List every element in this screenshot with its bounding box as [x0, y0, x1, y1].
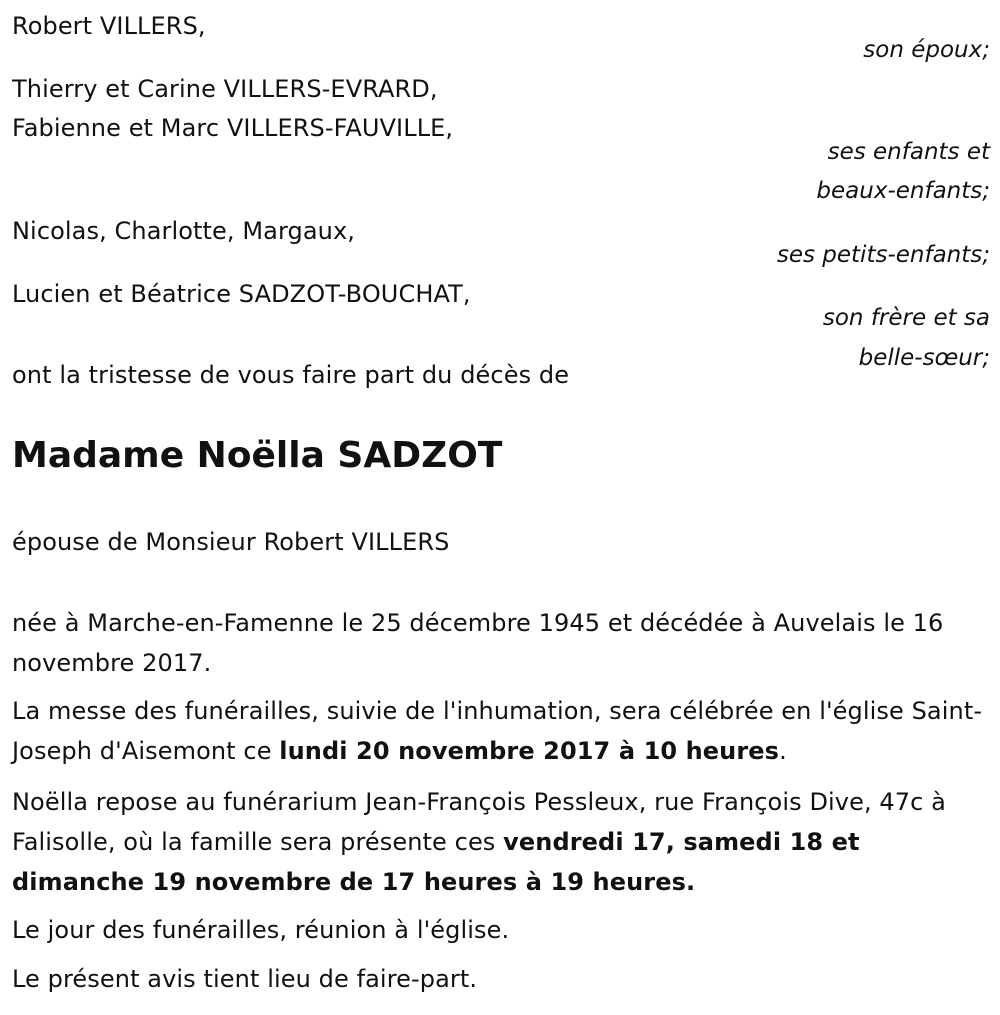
rest-paragraph — [12, 782, 992, 902]
spouse-line: épouse de Monsieur Robert VILLERS — [12, 528, 450, 556]
meeting-line: Le jour des funérailles, réunion à l'église. — [12, 916, 510, 944]
mass-suffix: . — [779, 737, 787, 765]
notice-line: Le présent avis tient lieu de faire-part. — [12, 965, 478, 993]
birth-death-paragraph: née à Marche-en-Famenne le 25 décembre 1945 et décédée à Auvelais le 16 novembre 2017. — [12, 609, 944, 677]
grandchildren: Nicolas, Charlotte, Margaux, — [12, 217, 356, 245]
siblings: Lucien et Béatrice SADZOT-BOUCHAT, — [12, 280, 471, 308]
announcement: ont la tristesse de vous faire part du décès de — [12, 361, 570, 389]
children-role-2: beaux-enfants; — [816, 178, 990, 204]
children-line-1: Thierry et Carine VILLERS-EVRARD, — [12, 75, 438, 103]
mass-date: lundi 20 novembre 2017 à 10 heures — [279, 737, 780, 765]
rest-dates: vendredi 17, samedi 18 et dimanche 19 novembre de 17 heures à 19 heures. — [12, 828, 860, 896]
husband-name: Robert VILLERS, — [12, 12, 206, 40]
rest-text: Noëlla repose au funérarium Jean-François Pessleux, rue François Dive, 47c à Falisolle, où la famille sera présente ces — [12, 788, 946, 856]
deceased-name: Madame Noëlla SADZOT — [12, 435, 503, 476]
mass-paragraph — [12, 691, 992, 771]
mass-text: La messe des funérailles, suivie de l'inhumation, sera célébrée en l'église Saint-Joseph d'Aisemont ce — [12, 697, 983, 765]
siblings-role-1: son frère et sa — [822, 305, 990, 331]
husband-role: son époux; — [863, 37, 990, 63]
siblings-role-2: belle-sœur; — [858, 345, 990, 371]
children-role-1: ses enfants et — [827, 139, 990, 165]
children-line-2: Fabienne et Marc VILLERS-FAUVILLE, — [12, 114, 454, 142]
grandchildren-role: ses petits-enfants; — [776, 242, 990, 268]
